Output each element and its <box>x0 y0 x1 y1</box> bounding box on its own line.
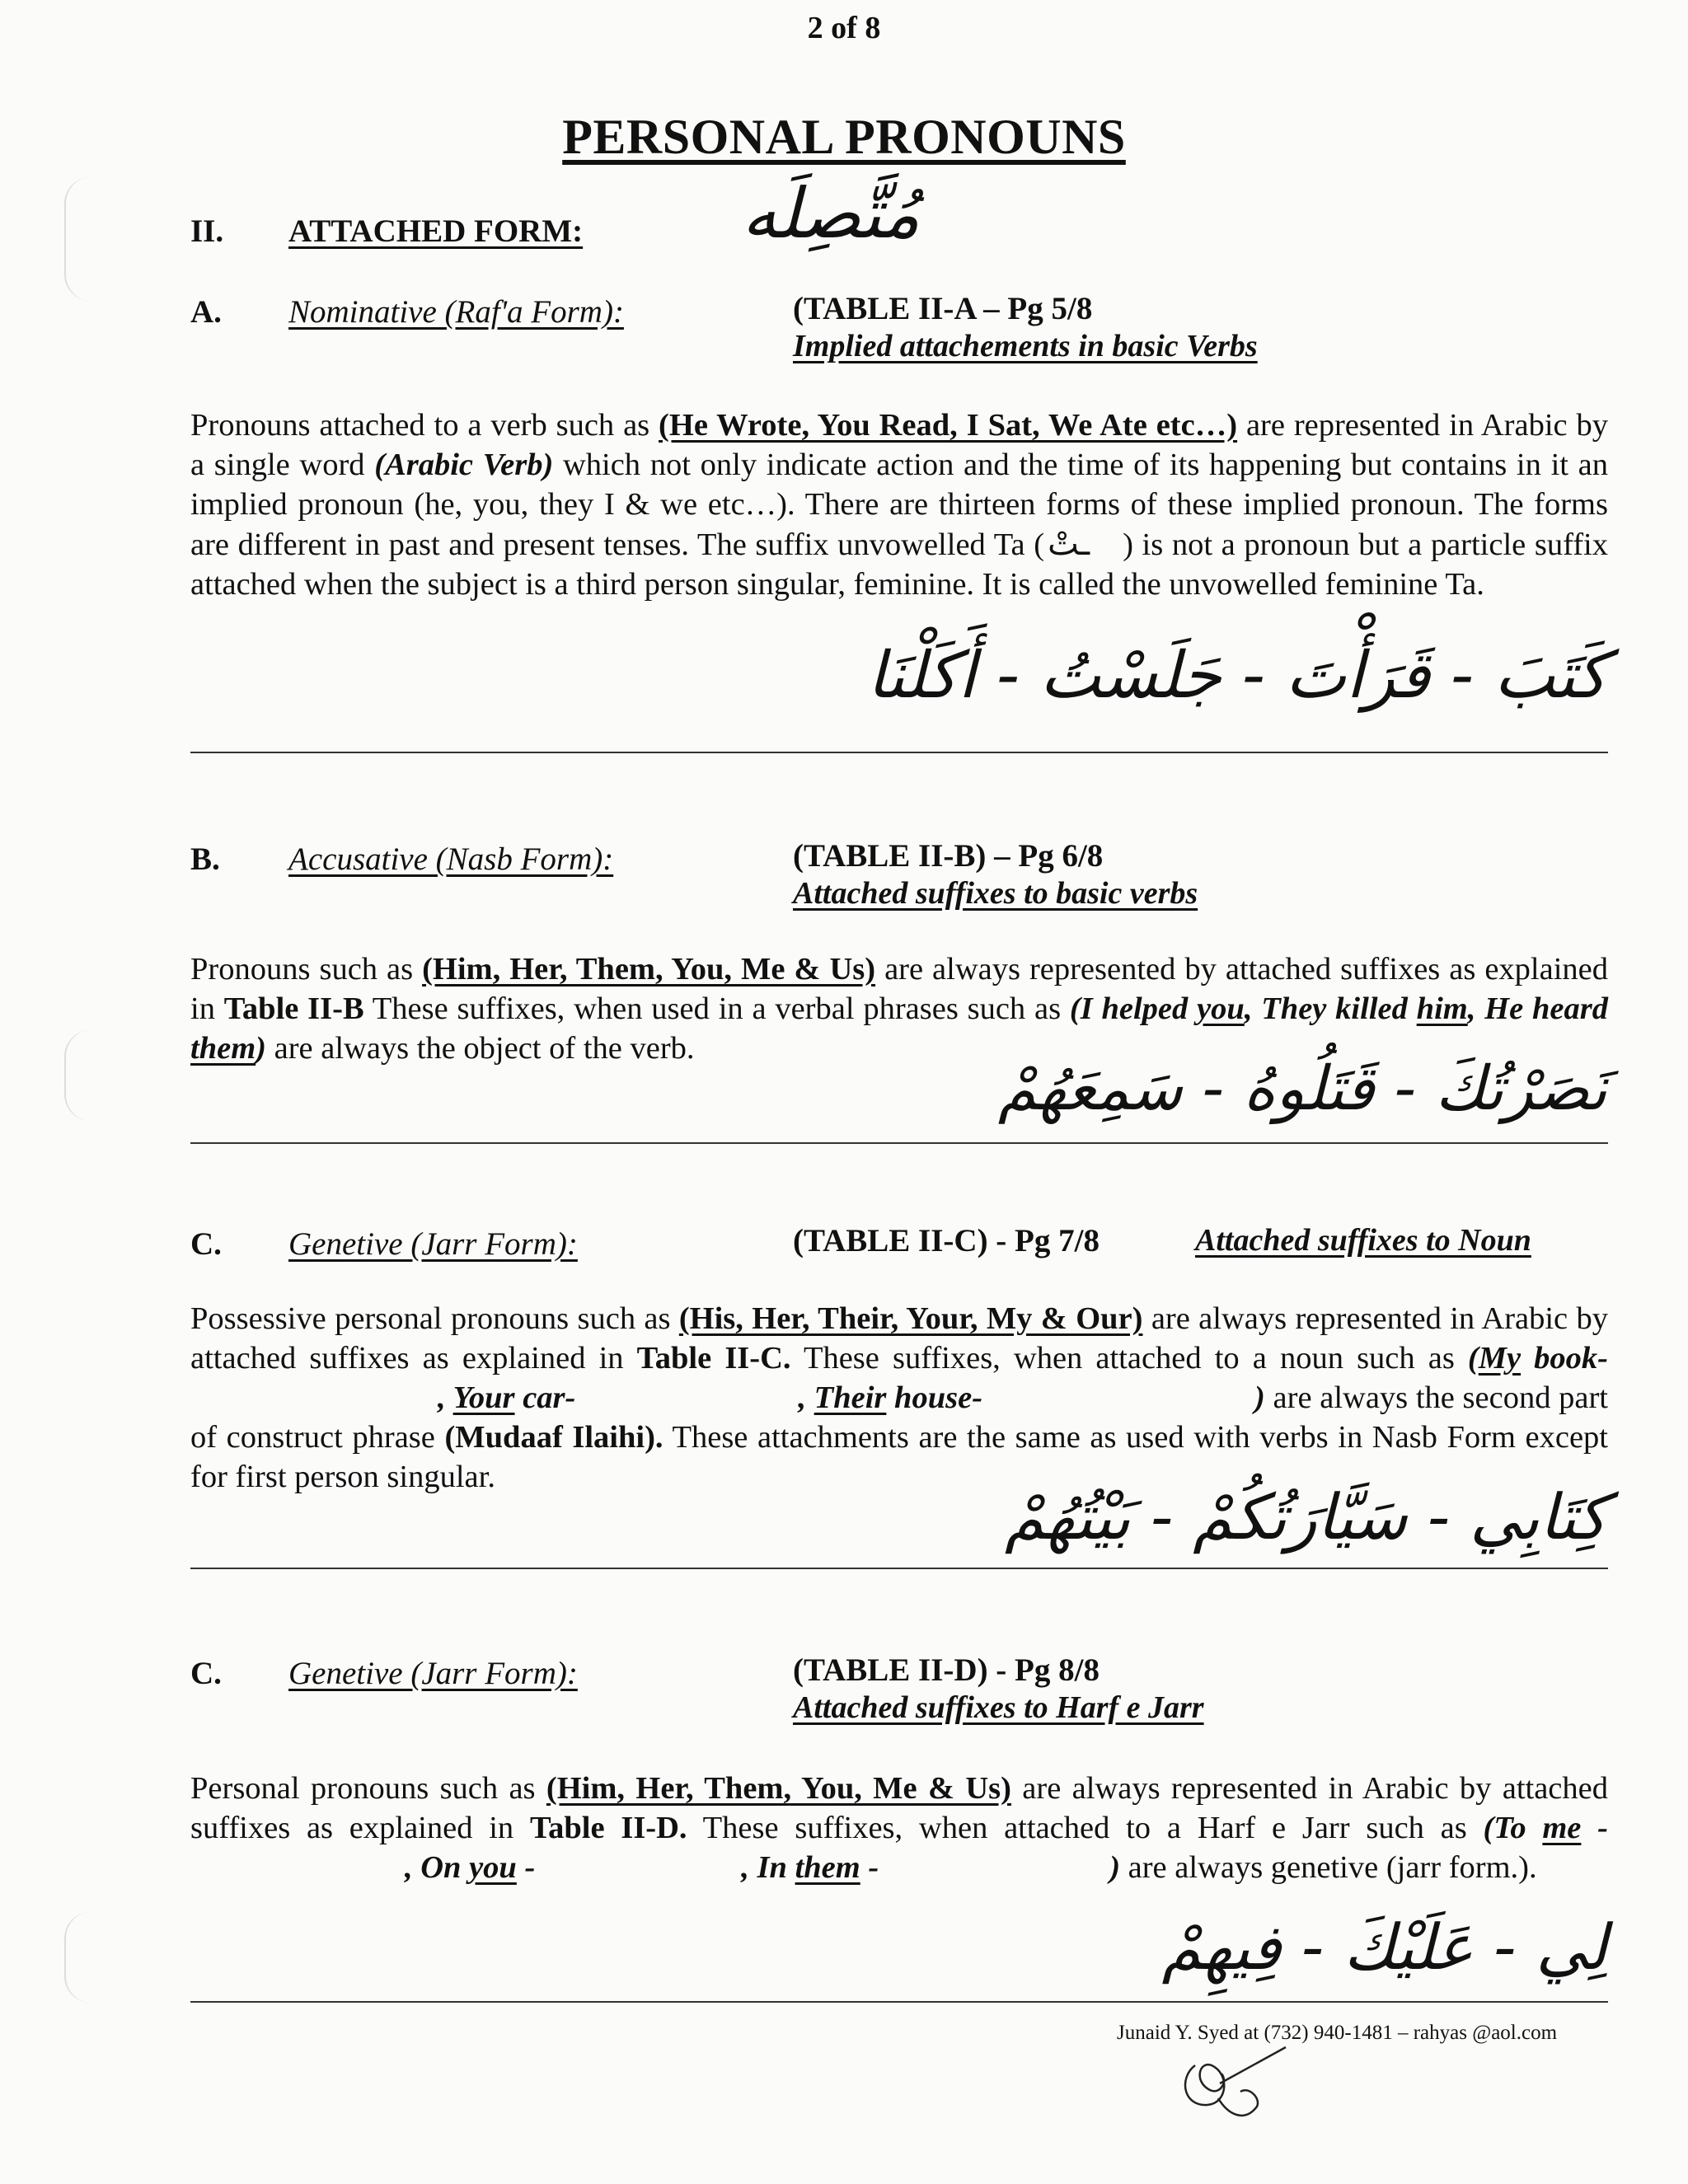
part-c-letter: C. <box>190 1226 222 1262</box>
part-d-table-ref: (TABLE II-D) - Pg 8/8 <box>793 1652 1100 1688</box>
part-d-arabic-examples: لِي - عَلَيْكَ - فِيهِمْ <box>1161 1910 1607 1984</box>
part-a-table-ref: (TABLE II-A – Pg 5/8 <box>793 291 1093 326</box>
part-c-table-ref: (TABLE II-C) - Pg 7/8 <box>793 1223 1100 1258</box>
part-b-arabic-examples: نَصَرْتُكَ - قَتَلُوهُ - سَمِعَهُمْ <box>997 1053 1607 1124</box>
part-a-paragraph: Pronouns attached to a verb such as (He Wrote, You Read, I Sat, We Ate etc…) are represented in Arabic by a single word (Arabic Verb) which not only indicate action and the time of its happening but contains in it an implied pronoun (he, you, they I & we etc…). There are thirteen forms of these implied pronoun. The forms are different in past and present tenses. The suffix unvowelled Ta ( ـتْ ) is not a pronoun but a particle suffix attached when the subject is a third person singular, feminine. It is called the unvowelled feminine Ta. <box>190 408 1608 602</box>
page-number: 2 of 8 <box>807 11 881 45</box>
author-contact: Junaid Y. Syed at (732) 940-1481 – rahyas @aol.com <box>1117 2022 1558 2044</box>
scan-margin-mark <box>64 1912 91 2003</box>
part-b-letter: B. <box>190 841 220 877</box>
page-title: PERSONAL PRONOUNS <box>562 110 1126 164</box>
section-arabic-heading: مُتَّصِلَه <box>742 173 921 254</box>
handwritten-signature <box>1170 2041 1294 2131</box>
divider-line <box>190 1142 1608 1144</box>
section-label: ATTACHED FORM: <box>288 213 584 249</box>
unvowelled-ta-glyph: ـتْ <box>1048 525 1090 563</box>
part-c-table-sub: Attached suffixes to Noun <box>1195 1223 1531 1258</box>
part-d-letter: C. <box>190 1656 222 1691</box>
part-a-arabic-examples: كَتَبَ - قَرَأْتَ - جَلَسْتُ - أَكَلْنَا <box>866 639 1607 713</box>
part-c-label: Genetive (Jarr Form): <box>288 1226 578 1262</box>
part-b-table-ref: (TABLE II-B) – Pg 6/8 <box>793 838 1104 874</box>
divider-line <box>190 2001 1608 2003</box>
part-c-arabic-examples: كِتَابِي - سَيَّارَتُكُمْ - بَيْتُهُمْ <box>1004 1480 1607 1554</box>
part-d-table-sub: Attached suffixes to Harf e Jarr <box>793 1690 1204 1725</box>
scan-margin-mark <box>64 177 91 301</box>
part-a-table-sub: Implied attachements in basic Verbs <box>793 329 1258 363</box>
part-a-label: Nominative (Raf'a Form): <box>288 294 624 330</box>
part-b-label: Accusative (Nasb Form): <box>288 841 614 877</box>
part-d-label: Genetive (Jarr Form): <box>288 1656 578 1691</box>
part-b-paragraph: Pronouns such as (Him, Her, Them, You, Me & Us) are always represented by attached suffixes as explained in Table II-B These suffixes, when used in a verbal phrases such as (I helped you, They killed him, He heard them) are always the object of the verb. <box>190 952 1608 1066</box>
divider-line <box>190 1568 1608 1569</box>
section-number: II. <box>190 213 224 249</box>
part-a-letter: A. <box>190 294 222 330</box>
divider-line <box>190 752 1608 753</box>
part-b-table-sub: Attached suffixes to basic verbs <box>793 876 1198 911</box>
part-c-paragraph: Possessive personal pronouns such as (His, Her, Their, Your, My & Our) are always represented in Arabic by attached suffixes as explained in Table II-C. These suffixes, when attached to a noun such as (My book-, Your car- , Their house- ) are always the second part of construct phrase (Mudaaf Ilaihi). These attachments are the same as used with verbs in Nasb Form except for first person singular. <box>190 1301 1608 1494</box>
scan-margin-mark <box>64 1030 91 1121</box>
part-d-paragraph: Personal pronouns such as (Him, Her, Them, You, Me & Us) are always represented in Arabic by attached suffixes as explained in Table II-D. These suffixes, when attached to a Harf e Jarr such as (To me -, On you - , In them - ) are always genetive (jarr form.). <box>190 1771 1608 1885</box>
